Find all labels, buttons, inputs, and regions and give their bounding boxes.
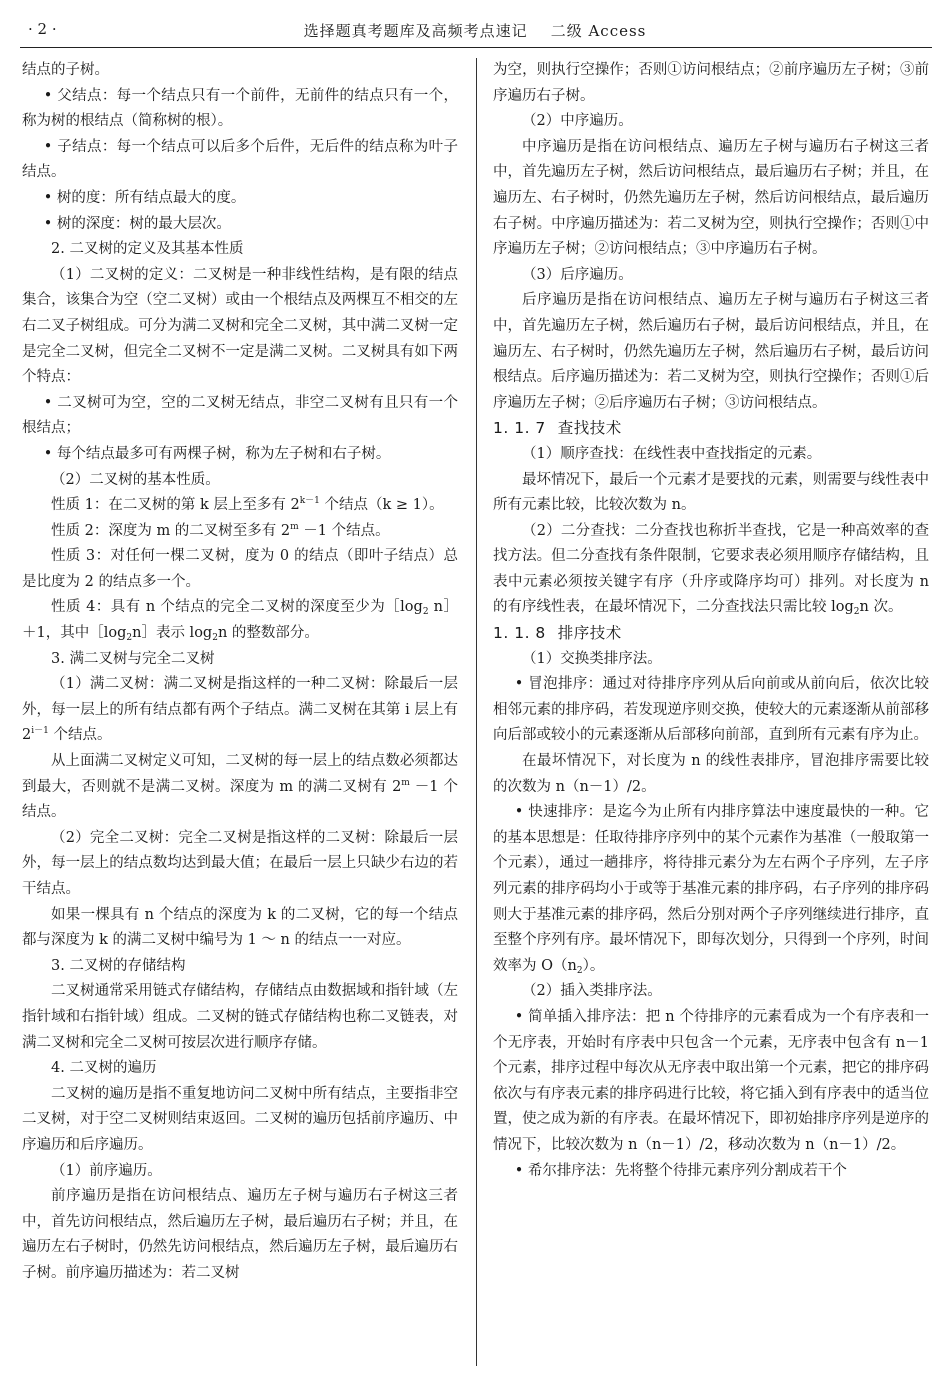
section-title: 查找技术 [557,419,622,438]
property-2 [22,519,458,545]
section-number: 1. 1. 7 [493,419,546,438]
bullet-item: • 简单插入排序法：把 n 个待排序的元素看成为一个有序表和一个无序表，开始时有序表中只包含一个元素，无序表中包含有 n－1 个元素，排序过程中每次从无序表中取出第一个元素，把它的排序码依次与有序表元素的排序码进行比较，将它插入到有序表中的适当位置，使之成为新的有序表。在最坏情况下，即初始排序序列是逆序的情况下，比较次数为 n（n－1）/2，移动次数为 n（n－1）/2。 [493,1008,929,1153]
bullet-item: • 冒泡排序：通过对待排序序列从后向前或从前向后，依次比较相邻元素的排序码，若发现逆序则交换，使较大的元素逐渐从前部移向后部或较小的元素逐渐从后部移向前部，直到所有元素有序为止。 [493,676,929,744]
text: （1）满二叉树：满二叉树是指这样的一种二叉树：除最后一层外，每一层上的所有结点都有两个子结点。满二叉树在其第 i 层上有 2 [22,676,458,744]
subheading: 3. 满二叉树与完全二叉树 [51,650,215,667]
bullet-item: • 二叉树可为空，空的二叉树无结点，非空二叉树有且只有一个根结点； [22,394,458,437]
paragraph: 为空，则执行空操作；否则①访问根结点；②前序遍历左子树；③前序遍历右子树。 [493,62,929,104]
text: 个结点（k ≥ 1）。 [319,497,444,514]
text: ）。 [582,957,605,974]
page-number: · 2 · [28,20,57,38]
section-heading-search [493,416,929,442]
subscript: 2 [212,633,218,644]
running-title: 选择题真考题库及高频考点速记 二级 Access [303,22,647,40]
text: n］＋1，其中［log [22,599,458,642]
bullet-item: • 父结点：每一个结点只有一个前件，无前件的结点只有一个，称为树的根结点（简称树的根）。 [22,87,458,130]
property-3: 性质 3：对任何一棵二叉树，度为 0 的结点（即叶子结点）总是比度为 2 的结点多一个。 [22,548,458,590]
paragraph: 中序遍历是指在访问根结点、遍历左子树与遍历右子树这三者中，首先遍历左子树，然后访问根结点，最后遍历右子树；并且，在遍历左、右子树时，仍然先遍历左子树，然后访问根结点，最后遍历右子树。中序遍历描述为：若二叉树为空，则执行空操作；否则①中序遍历左子树；②访问根结点；③中序遍历右子树。 [493,138,929,258]
section-title: 排序技术 [557,624,622,643]
text: • 快速排序：是迄今为止所有内排序算法中速度最快的一种。它的基本思想是：任取待排序序列中的某个元素作为基准（一般取第一个元素），通过一趟排序，将待排元素分为左右两个子序列，左子序列元素的排序码均小于或等于基准元素的排序码，右子序列的排序码则大于基准元素的排序码，然后分别对两个子序列继续进行排序，直至整个序列有序。最坏情况下，即每次划分，只得到一个序列，时间效率为 O（n [493,804,929,974]
subheading: 4. 二叉树的遍历 [51,1060,157,1077]
text: －1 个结点。 [22,778,458,821]
left-column [22,58,458,1287]
bullet-item: • 每个结点最多可有两棵子树，称为左子树和右子树。 [43,445,391,462]
text: （2）二分查找：二分查找也称折半查找，它是一种高效率的查找方法。但二分查找有条件限制，它要求表必须用顺序存储结构，且表中元素必须按关键字有序（升序或降序均可）排列。对长度为 n 的有序线性表，在最坏情况下，二分查找法只需比较 log [493,522,929,616]
bullet-item: • 树的深度：树的最大层次。 [43,215,231,232]
text: 性质 4：具有 n 个结点的完全二叉树的深度至少为［log [51,599,423,616]
paragraph: （1）二叉树的定义：二叉树是一种非线性结构，是有限的结点集合，该集合为空（空二叉树）或由一个根结点及两棵互不相交的左右二叉子树组成。可分为满二叉树和完全二叉树，其中满二叉树一定是完全二叉树，但完全二叉树不一定是满二叉树。二叉树具有如下两个特点： [22,266,458,386]
paragraph [22,749,458,826]
property-1 [22,493,458,519]
paragraph: 结点的子树。 [22,62,109,78]
section-heading-sort [493,621,929,647]
subheading: （1）交换类排序法。 [522,650,662,667]
paragraph: 后序遍历是指在访问根结点、遍历左子树与遍历右子树这三者中，首先遍历左子树，然后遍历右子树，最后访问根结点，并且，在遍历左、右子树时，仍然先遍历左子树，然后遍历右子树，最后访问根结点。后序遍历描述为：若二叉树为空，则执行空操作；否则①后序遍历左子树；②后序遍历右子树；③访问根结点。 [493,292,929,411]
bullet-item: • 希尔排序法：先将整个待排元素序列分割成若干个 [514,1162,847,1179]
subheading: （2）中序遍历。 [522,113,633,130]
paragraph: （1）顺序查找：在线性表中查找指定的元素。 [522,445,822,462]
paragraph [22,672,458,749]
property-4 [22,595,458,646]
paragraph [493,519,929,621]
header-rule [20,47,932,48]
paragraph: 最坏情况下，最后一个元素才是要找的元素，则需要与线性表中所有元素比较，比较次数为 n。 [493,471,929,514]
text: 个结点。 [48,727,112,744]
subheading: 2. 二叉树的定义及其基本性质 [51,241,244,258]
paragraph: 前序遍历是指在访问根结点、遍历左子树与遍历右子树这三者中，首先访问根结点，然后遍历左子树，最后遍历右子树；并且，在遍历左右子树时，仍然先访问根结点，然后遍历左子树，最后遍历右子树。前序遍历描述为：若二叉树 [22,1188,458,1281]
subscript: 2 [576,965,583,976]
text: 从上面满二叉树定义可知，二叉树的每一层上的结点数必须都达到最大，否则就不是满二叉树。深度为 m 的满二叉树有 2 [22,753,458,795]
subheading: （3）后序遍历。 [522,266,633,283]
paragraph: 二叉树通常采用链式存储结构，存储结点由数据域和指针域（左指针域和右指针域）组成。二叉树的链式存储结构也称二叉链表，对满二叉树和完全二叉树可按层次进行顺序存储。 [22,983,458,1051]
page-header [20,18,930,44]
text: n］表示 log [132,625,213,642]
paragraph: 二叉树的遍历是指不重复地访问二叉树中所有结点，主要指非空二叉树，对于空二叉树则结束返回。二叉树的遍历包括前序遍历、中序遍历和后序遍历。 [22,1085,458,1153]
superscript: k－1 [299,496,320,507]
superscript: m [401,777,410,788]
subscript: 2 [126,633,133,644]
paragraph: （2）完全二叉树：完全二叉树是指这样的二叉树：除最后一层外，每一层上的结点数均达到最大值；在最后一层上只缺少右边的若干结点。 [22,829,458,897]
text: n 的整数部分。 [217,625,319,642]
text: 性质 2：深度为 m 的二叉树至多有 2 [51,522,291,539]
bullet-item [493,800,929,979]
subheading: （1）前序遍历。 [51,1162,162,1179]
subscript: 2 [422,607,429,618]
column-divider [476,58,477,1366]
paragraph: 在最坏情况下，对长度为 n 的线性表排序，冒泡排序需要比较的次数为 n（n－1）/2。 [493,753,929,795]
text: －1 个结点。 [298,522,390,539]
subscript: 2 [853,607,860,618]
right-column [493,58,929,1184]
superscript: m [290,521,299,532]
bullet-item: • 树的度：所有结点最大的度。 [43,189,246,206]
section-number: 1. 1. 8 [493,624,546,643]
superscript: i－1 [31,726,49,737]
text: n 次。 [859,599,903,616]
paragraph: 如果一棵具有 n 个结点的深度为 k 的二叉树，它的每一个结点都与深度为 k 的满二叉树中编号为 1 ～ n 的结点一一对应。 [22,906,458,949]
bullet-item: • 子结点：每一个结点可以后多个后件，无后件的结点称为叶子结点。 [22,138,458,181]
subheading: （2）二叉树的基本性质。 [51,471,220,488]
text: 性质 1：在二叉树的第 k 层上至多有 2 [51,497,300,514]
subheading: 3. 二叉树的存储结构 [51,957,186,974]
subheading: （2）插入类排序法。 [522,983,662,1000]
